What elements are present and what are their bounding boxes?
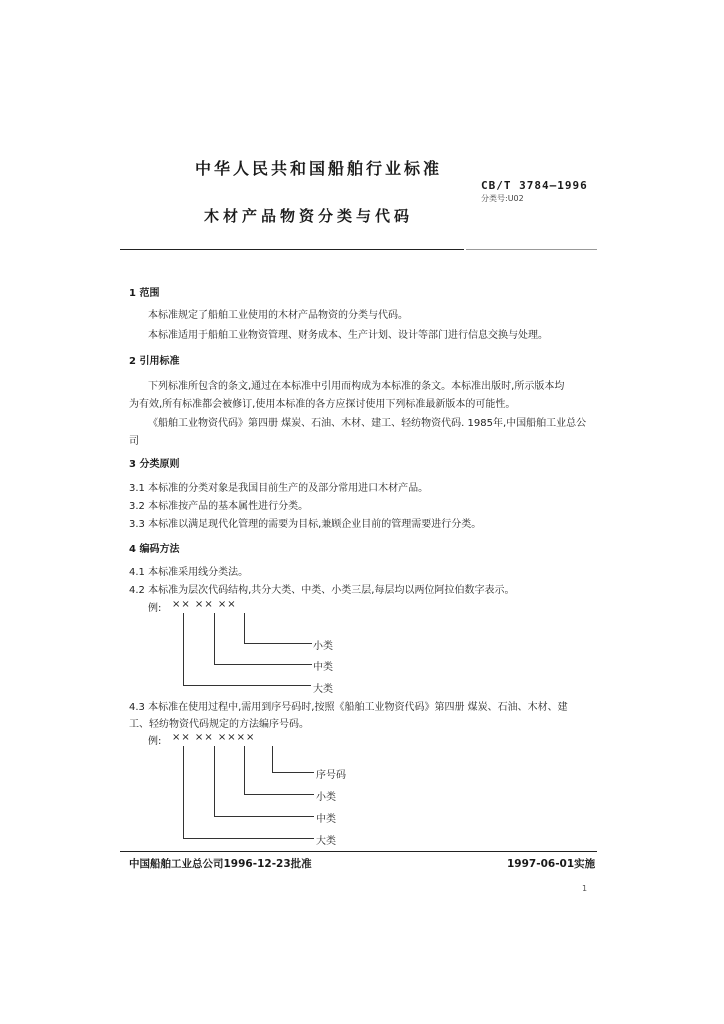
header-rule-right [466, 249, 597, 250]
section-2-paragraph-1b: 为有效,所有标准都会被修订,使用本标准的各方应探讨使用下列标准最新版本的可能性。 [129, 399, 516, 410]
section-2-heading: 2 引用标准 [129, 356, 180, 367]
section-1-paragraph-1: 本标准规定了船舶工业使用的木材产品物资的分类与代码。 [148, 310, 408, 321]
effective-date: 1997-06-01实施 [507, 858, 596, 870]
section-3-heading: 3 分类原则 [129, 459, 180, 470]
diagram-2-label-large: 大类 [316, 836, 336, 847]
diagram-1-code: ×× ×× ×× [172, 599, 237, 610]
section-2-paragraph-1a: 下列标准所包含的条文,通过在本标准中引用而构成为本标准的条文。本标准出版时,所示版本均 [148, 381, 565, 392]
section-2-reference-b: 司 [129, 436, 139, 447]
diagram-2-medium-stem [214, 746, 215, 816]
header-rule-left [120, 249, 464, 250]
section-4-item-2: 4.2 本标准为层次代码结构,共分大类、中类、小类三层,每层均以两位阿拉伯数字表示。 [129, 585, 515, 596]
section-3-item-2: 3.2 本标准按产品的基本属性进行分类。 [129, 501, 309, 512]
document-title: 木材产品物资分类与代码 [204, 207, 414, 225]
diagram-1-small-connector [244, 643, 312, 644]
diagram-1-medium-connector [214, 664, 312, 665]
diagram-1-large-stem [183, 613, 184, 685]
diagram-2-prefix: 例: [148, 736, 162, 747]
diagram-2-medium-connector [214, 816, 314, 817]
diagram-1-medium-stem [214, 613, 215, 664]
section-4-item-3a: 4.3 本标准在使用过程中,需用到序号码时,按照《船舶工业物资代码》第四册 煤炭、石油、木材、建 [129, 702, 568, 713]
diagram-1-small-stem [244, 613, 245, 643]
diagram-2-code: ×× ×× ×××× [172, 732, 256, 743]
diagram-1-label-medium: 中类 [313, 662, 333, 673]
section-3-item-3: 3.3 本标准以满足现代化管理的需要为目标,兼顾企业目前的管理需要进行分类。 [129, 519, 482, 530]
section-4-item-3b: 工、轻纺物资代码规定的方法编序号码。 [129, 719, 309, 730]
diagram-2-large-connector [183, 838, 314, 839]
diagram-2-small-connector [244, 794, 314, 795]
diagram-2-serial-connector [272, 772, 314, 773]
diagram-2-label-medium: 中类 [316, 814, 336, 825]
diagram-1-prefix: 例: [148, 603, 162, 614]
diagram-2-large-stem [183, 746, 184, 838]
page-number: 1 [582, 884, 588, 893]
classification-number: 分类号:U02 [481, 194, 524, 203]
section-1-heading: 1 范围 [129, 288, 160, 299]
section-4-item-1: 4.1 本标准采用线分类法。 [129, 567, 249, 578]
standard-code: CB/T 3784—1996 [481, 179, 588, 192]
approval-date: 中国船舶工业总公司1996-12-23批准 [129, 858, 312, 870]
diagram-2-serial-stem [272, 746, 273, 772]
section-4-heading: 4 编码方法 [129, 544, 180, 555]
diagram-1-label-large: 大类 [313, 684, 333, 695]
section-2-reference-a: 《船舶工业物资代码》第四册 煤炭、石油、木材、建工、轻纺物资代码. 1985年,中国船舶工业总公 [148, 418, 587, 429]
diagram-2-small-stem [244, 746, 245, 794]
diagram-2-label-serial: 序号码 [316, 770, 346, 781]
section-1-paragraph-2: 本标准适用于船舶工业物资管理、财务成本、生产计划、设计等部门进行信息交换与处理。 [148, 330, 548, 341]
section-3-item-1: 3.1 本标准的分类对象是我国目前生产的及部分常用进口木材产品。 [129, 483, 429, 494]
diagram-1-label-small: 小类 [313, 641, 333, 652]
diagram-2-label-small: 小类 [316, 792, 336, 803]
footer-rule [120, 851, 597, 852]
standard-series-title: 中华人民共和国船舶行业标准 [195, 159, 443, 178]
diagram-1-large-connector [183, 685, 311, 686]
